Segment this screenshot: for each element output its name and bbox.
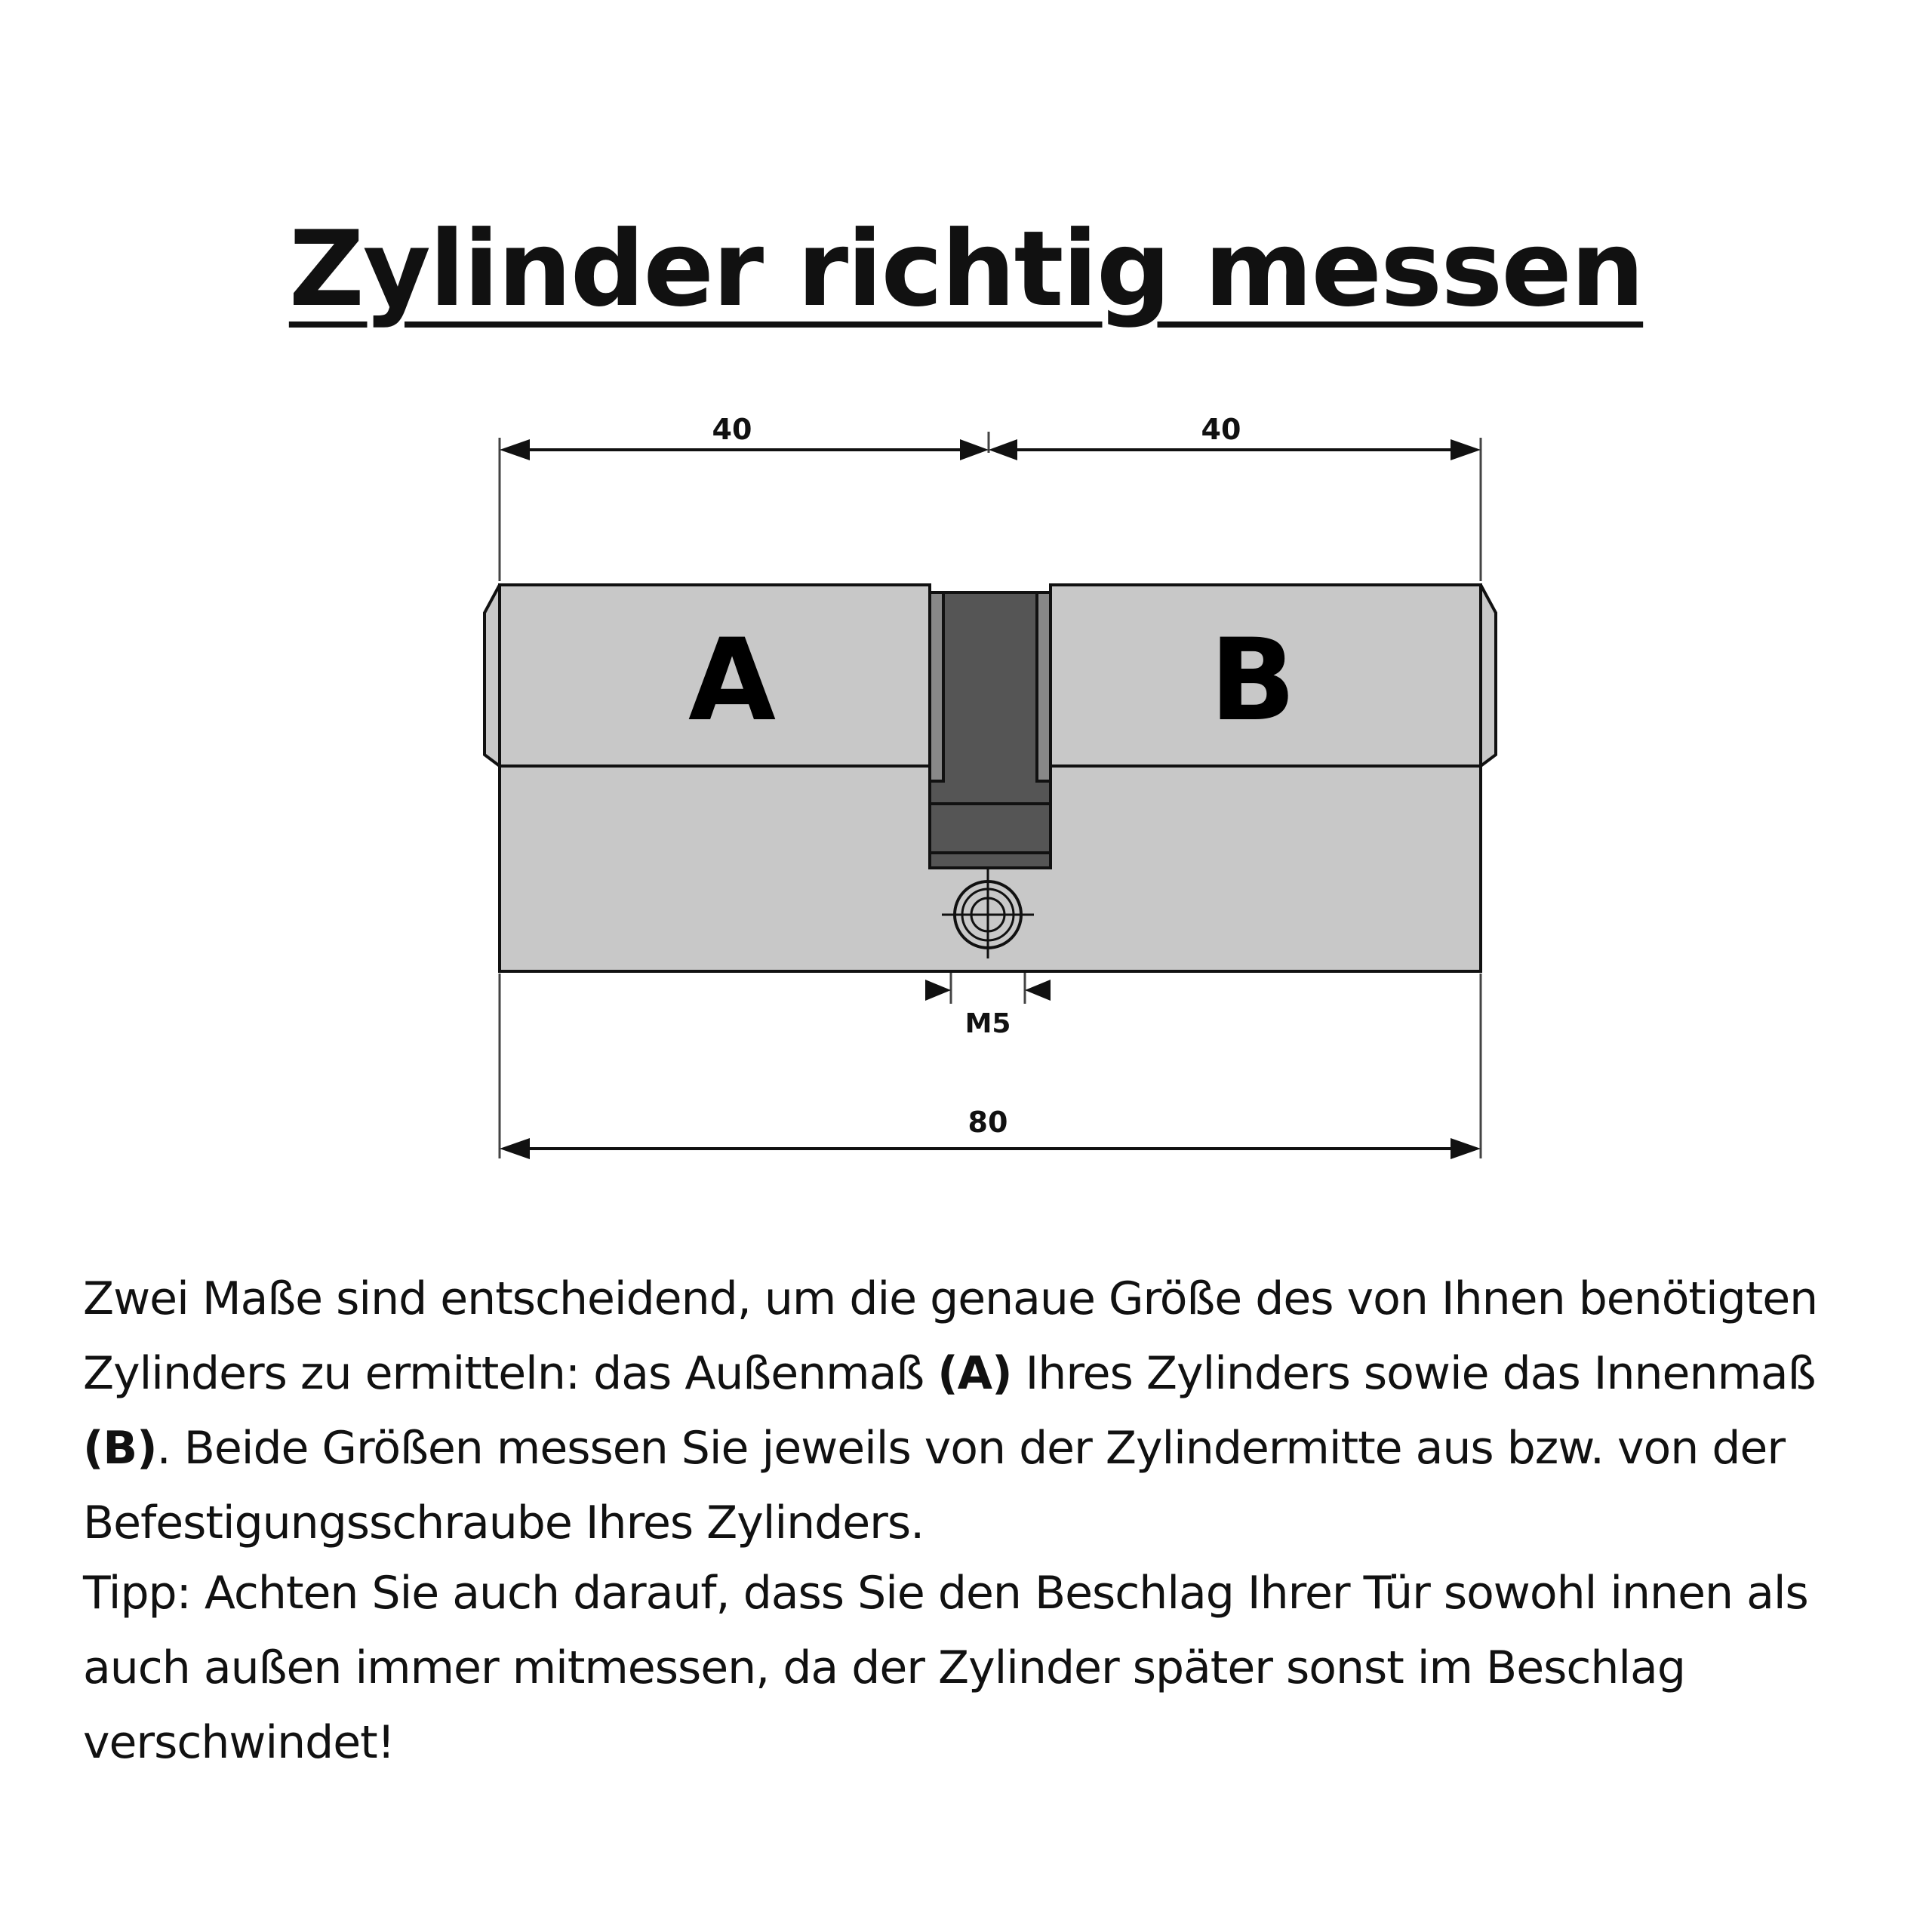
ref-a: (A) xyxy=(937,1347,1012,1400)
cam-ring-left xyxy=(930,592,943,781)
dim-total-label: 80 xyxy=(968,1106,1008,1139)
dim-top-right-label: 40 xyxy=(1201,413,1241,446)
tip-paragraph: Tipp: Achten Sie auch darauf, dass Sie den Beschlag Ihrer Tür sowohl innen als auch außen immer mitmessen, da der Zylinder später sonst im Beschlag verschwindet! xyxy=(83,1567,1808,1769)
label-a: A xyxy=(688,615,777,746)
description-paragraph: Zwei Maße sind entscheidend, um die genaue Größe des von Ihnen benötigten Zylinders zu ermitteln: das Außenmaß (A) Ihres Zylinders sowie das Innenmaß (B). Beide Größen messen Sie jeweils von der Zylindermitte aus bzw. von der Befestigungsschraube Ihres Zylinders. xyxy=(83,1272,1818,1549)
right-end-cap xyxy=(1481,585,1496,766)
dim-top-left-label: 40 xyxy=(712,413,752,446)
ref-b: (B) xyxy=(83,1422,157,1475)
left-end-cap xyxy=(485,585,500,766)
page-title: Zylinder richtig messen xyxy=(288,208,1644,330)
dimension-total xyxy=(500,1138,1481,1159)
dim-screw-label: M5 xyxy=(964,1008,1011,1039)
cam-ring-right xyxy=(1037,592,1051,781)
cam-slot xyxy=(930,592,1051,868)
dimension-screw xyxy=(925,980,1051,1001)
label-b: B xyxy=(1209,615,1297,746)
